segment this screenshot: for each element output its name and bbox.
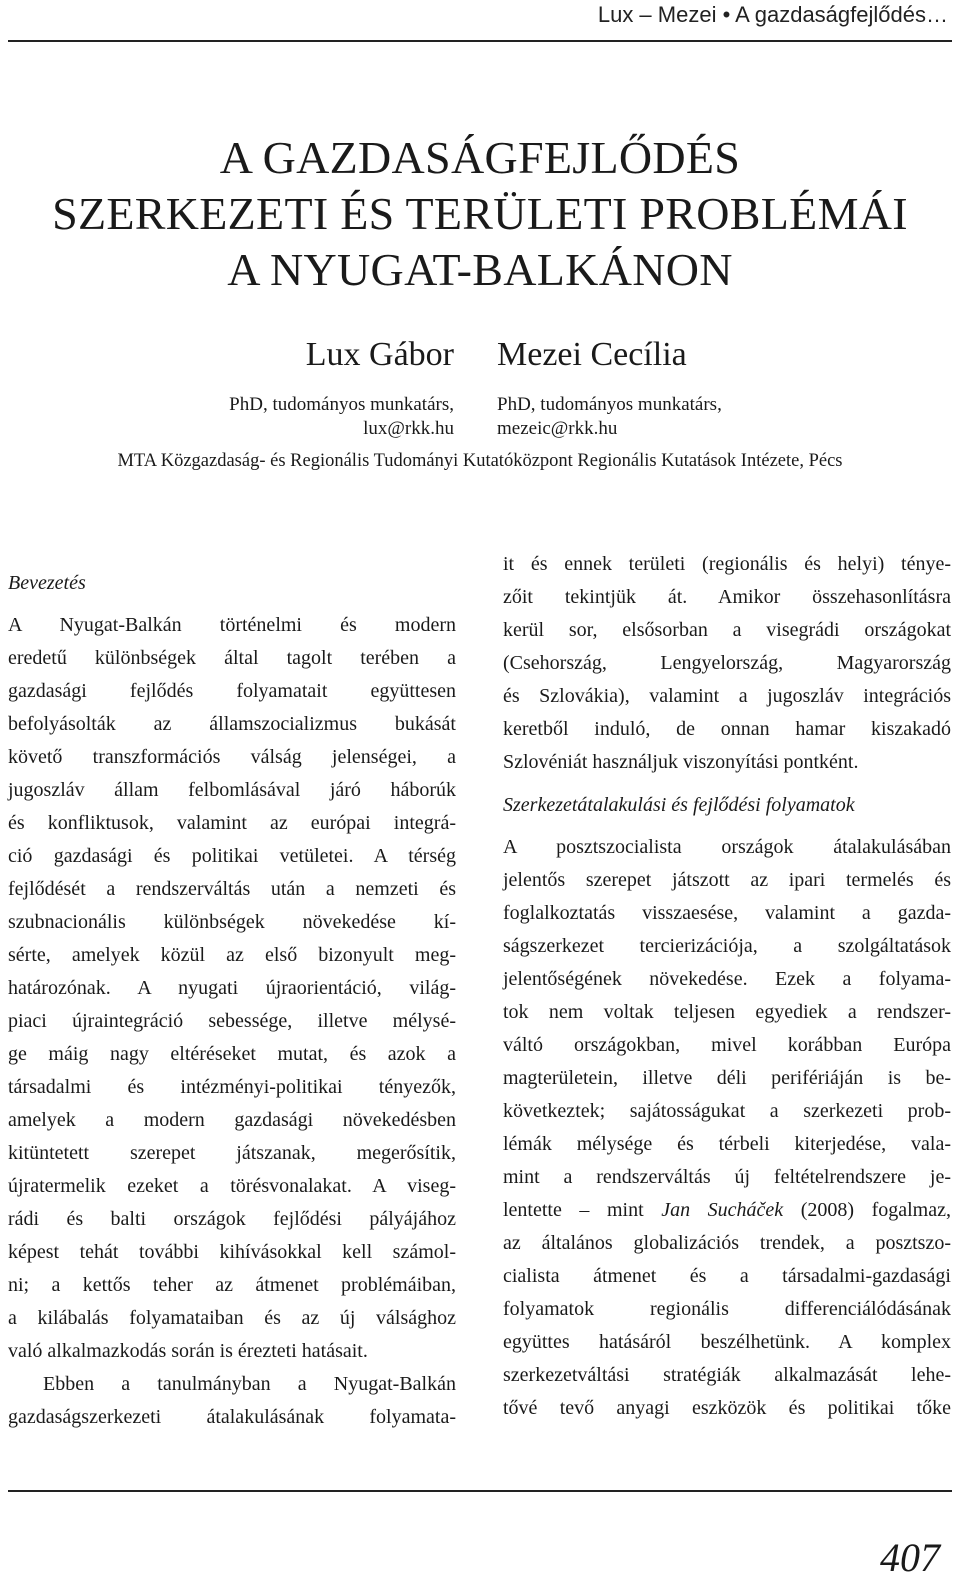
text-line: és Szlovákia), valamint a jugoszláv integrációs [503,685,951,707]
text-line: magterületein, illetve déli perifériáján is be- [503,1067,951,1089]
left-column [8,567,456,1434]
author-affiliation-lux [229,393,454,441]
text-line: a kilábalás folyamataiban és az új válsághoz [8,1307,456,1329]
text-line: képest tehát további kihívásokkal kell számol- [8,1241,456,1263]
text-line: folyamatok regionális differenciálódásának [503,1298,951,1320]
section-heading-introduction: Bevezetés [8,572,86,594]
text-line: ni; a kettős teher az átmenet problémáiban, [8,1274,456,1296]
institute: MTA Közgazdaság- és Regionális Tudományi Kutatóközpont Regionális Kutatások Intézete, Pécs [117,451,843,471]
text-line: ságszerkezet tercierizációja, a szolgáltatások [503,935,951,957]
text-line: Szlovéniát használjuk viszonyítási pontként. [503,751,859,773]
author-name-mezei: Mezei Cecília [497,336,687,373]
text-line: A Nyugat-Balkán történelmi és modern [8,614,456,636]
text-line: szerkezetváltási stratégiák alkalmazását lehe- [503,1364,951,1386]
text-line: A posztszocialista országok átalakulásában [503,836,951,858]
text-line: lémák mélysége és térbeli kiterjedése, vala- [503,1133,951,1155]
text-line: és konfliktusok, valamint az európai integrá- [8,812,456,834]
text-line: amelyek a modern gazdasági növekedésben [8,1109,456,1131]
text-line: eredetű különbségek által tagolt terében a [8,647,456,669]
text-line: szubnacionális különbségek növekedése kí- [8,911,456,933]
author-affiliation-mezei [497,393,722,441]
right-column [503,548,951,1425]
cited-author: Jan Sucháček [661,1199,784,1221]
text-line: piaci újraintegráció sebessége, illetve mélysé- [8,1010,456,1032]
text-line: gazdasági fejlődés folyamatait együttesen [8,680,456,702]
page-number: 407 [880,1535,940,1580]
text-line: Ebben a tanulmányban a Nyugat-Balkán [43,1373,456,1395]
text-line: jelentőségének növekedése. Ezek a folyama- [503,968,951,990]
text-line: ge máig nagy eltéréseket mutat, és azok a [8,1043,456,1065]
text-line: it és ennek területi (regionális és helyi) ténye- [503,553,951,575]
running-head: Lux – Mezei • A gazdaságfejlődés… [597,2,948,27]
section-heading-restructuring: Szerkezetátalakulási és fejlődési folyamatok [503,794,855,816]
title-line: A NYUGAT-BALKÁNON [227,244,733,295]
author-name-lux: Lux Gábor [305,336,454,373]
text-line: újratermelik ezeket a törésvonalakat. A viseg- [8,1175,456,1197]
text-line: jelentős szerepet játszott az ipari termelés és [503,869,951,891]
text-line: rádi és balti országok fejlődési pályájához [8,1208,456,1230]
text-line: követő transzformációs válság jelenségei, a [8,746,456,768]
author-email[interactable]: mezeic@rkk.hu [497,418,618,439]
text-line: zőit tekintjük át. Amikor összehasonlításra [503,586,951,608]
text-line: tok nem voltak teljesen egyediek a rendszer- [503,1001,951,1023]
author-position: PhD, tudományos munkatárs, [497,394,722,415]
title-line: A GAZDASÁGFEJLŐDÉS [219,132,741,183]
text-line: (Csehország, Lengyelország, Magyarország [503,652,951,674]
text-line: ció gazdasági és politikai vetületei. A térség [8,845,456,867]
text-line: társadalmi és intézményi-politikai tényezők, [8,1076,456,1098]
text-line: befolyásolták az államszocializmus bukását [8,713,456,735]
text-line: váltó országokban, mivel korábban Európa [503,1034,951,1056]
text-line: tővé tevő anyagi eszközök és politikai tőke [503,1397,951,1419]
title-line: SZERKEZETI ÉS TERÜLETI PROBLÉMÁI [52,188,908,239]
text-line: keretből induló, de onnan hamar kiszakadó [503,718,951,740]
citation-suffix: (2008) fogalmaz, [783,1199,951,1221]
text-line: kitüntetett szerepet játszanak, megerősítik, [8,1142,456,1164]
text-line: határozónak. A nyugati újraorientáció, világ- [8,977,456,999]
text-line: jugoszláv állam felbomlásával járó háborúk [8,779,456,801]
text-line: gazdaságszerkezeti átalakulásának folyamata- [8,1406,456,1428]
text-line: sérte, amelyek közül az első bizonyult meg- [8,944,456,966]
text-line: való alkalmazkodás során is érezteti hatásait. [8,1340,368,1362]
header-rule [8,40,952,42]
author-position: PhD, tudományos munkatárs, [229,394,454,415]
text-line: az általános globalizációs trendek, a posztszo- [503,1232,951,1254]
text-line-citation [503,1194,951,1227]
text-line: következtek; sajátosságukat a szerkezeti prob- [503,1100,951,1122]
text-line: együttes hatásáról beszélhetünk. A komplex [503,1331,951,1353]
text-line: mint a rendszerváltás új feltételrendszere je- [503,1166,951,1188]
footer-rule [8,1490,952,1492]
text-line: kerül sor, elsősorban a visegrádi országokat [503,619,951,641]
text-line: fejlődését a rendszerváltás után a nemzeti és [8,878,456,900]
author-email[interactable]: lux@rkk.hu [363,418,454,439]
article-title [0,130,960,298]
text-line: foglalkoztatás visszaesése, valamint a gazda- [503,902,951,924]
text-line: cialista átmenet és a társadalmi-gazdasági [503,1265,951,1287]
citation-prefix: lentette – mint [503,1199,662,1221]
